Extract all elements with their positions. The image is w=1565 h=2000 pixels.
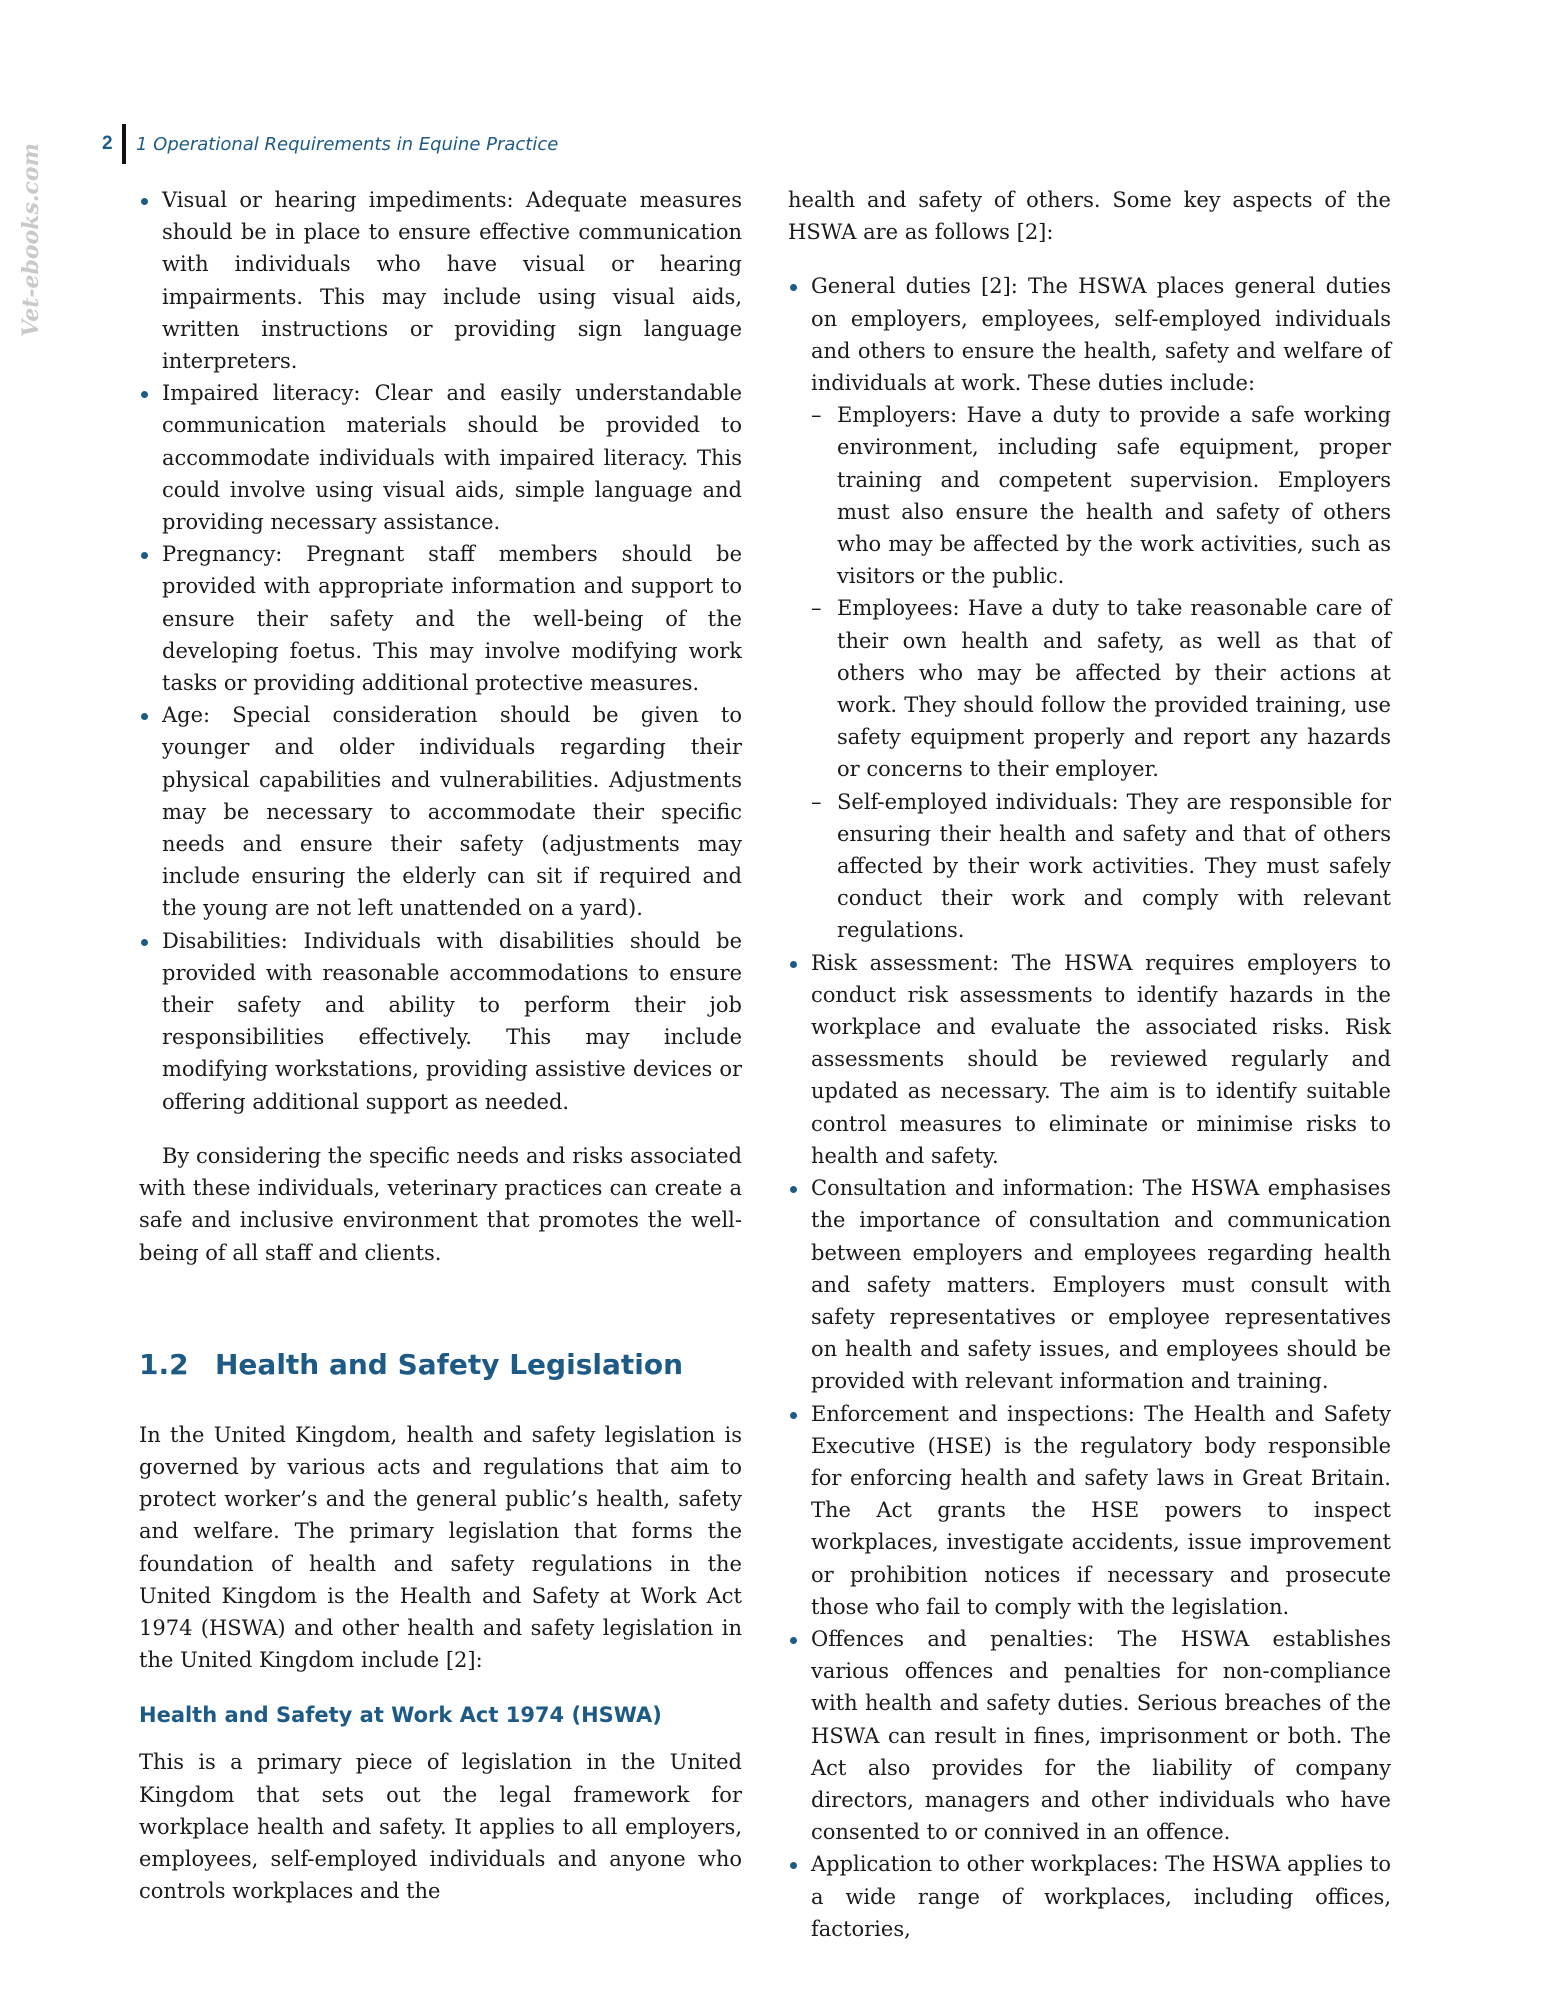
section-heading: [139, 1347, 742, 1383]
page-number: 2: [102, 133, 113, 154]
continuation-paragraph: health and safety of others. Some key aspects of the HSWA are as follows [2]:: [788, 188, 1391, 245]
sub-list-item: – Employees: Have a duty to take reasonable care of their own health and safety, as well as that of others who may be affected by their actions at work. They should follow the provided training, use safety equipment properly and report any hazards or concerns to their employer.: [811, 592, 1391, 785]
general-duties-text: General duties [2]: The HSWA places general duties on employers, employees, self-employed individuals and others to ensure the health, safety and welfare of individuals at work. These duties include:: [811, 274, 1391, 396]
list-item-general-duties: [788, 270, 1391, 946]
right-column: [788, 184, 1391, 1945]
list-item: Risk assessment: The HSWA requires employers to conduct risk assessments to identify hazards in the workplace and evaluate the associated risks. Risk assessments should be reviewed regularly and updated as necessary. The aim is to identify suitable control measures to eliminate or minimise risks to health and safety.: [788, 947, 1391, 1172]
sub-list-item: – Employers: Have a duty to provide a safe working environment, including safe equipment, proper training and competent supervision. Employers must also ensure the health and safety of others who may be affected by the work activities, such as visitors or the public.: [811, 399, 1391, 592]
watermark-text: Vet-ebooks.com: [18, 143, 44, 337]
list-item: Consultation and information: The HSWA emphasises the importance of consultation and communication between employers and employees regarding health and safety matters. Employers must consult with safety representatives or employee representatives on health and safety issues, and employees should be provided with relevant information and training.: [788, 1172, 1391, 1397]
summary-paragraph: By considering the specific needs and risks associated with these individuals, veterinary practices can create a safe and inclusive environment that promotes the well-being of all staff and clients.: [139, 1143, 742, 1265]
intro-paragraph: In the United Kingdom, health and safety legislation is governed by various acts and regulations that aim to protect worker’s and the general public’s health, safety and welfare. The primary legislation that forms the foundation of health and safety regulations in the United Kingdom is the Health and Safety at Work Act 1974 (HSWA) and other health and safety legislation in the United Kingdom include [2]:: [139, 1422, 742, 1673]
list-item: Pregnancy: Pregnant staff members should be provided with appropriate information and support to ensure their safety and the well-being of the developing foetus. This may involve modifying work tasks or providing additional protective measures.: [139, 538, 742, 699]
left-column: [139, 184, 742, 1907]
list-item: Disabilities: Individuals with disabilities should be provided with reasonable accommodations to ensure their safety and ability to perform their job responsibilities effectively. This may include modifying workstations, providing assistive devices or offering additional support as needed.: [139, 925, 742, 1118]
list-item: Age: Special consideration should be given to younger and older individuals regarding their physical capabilities and vulnerabilities. Adjustments may be necessary to accommodate their specific needs and ensure their safety (adjustments may include ensuring the elderly can sit if required and the young are not left unattended on a yard).: [139, 699, 742, 924]
section-title: Health and Safety Legislation: [215, 1347, 684, 1381]
duties-sub-list: [811, 399, 1391, 946]
header-rule: [122, 124, 126, 164]
list-item: Offences and penalties: The HSWA establishes various offences and penalties for non-compliance with health and safety duties. Serious breaches of the HSWA can result in fines, imprisonment or both. The Act also provides for the liability of company directors, managers and other individuals who have consented to or connived in an offence.: [788, 1623, 1391, 1848]
running-head: [102, 124, 558, 164]
sub-list-item: – Self-employed individuals: They are responsible for ensuring their health and safety and that of others affected by their work activities. They must safely conduct their work and comply with relevant regulations.: [811, 786, 1391, 947]
list-item: Application to other workplaces: The HSWA applies to a wide range of workplaces, including offices, factories,: [788, 1848, 1391, 1945]
chapter-title: 1 Operational Requirements in Equine Practice: [136, 133, 559, 155]
list-item: Impaired literacy: Clear and easily understandable communication materials should be provided to accommodate individuals with impaired literacy. This could involve using visual aids, simple language and providing necessary assistance.: [139, 377, 742, 538]
section-number: 1.2: [139, 1347, 189, 1381]
list-item: Enforcement and inspections: The Health and Safety Executive (HSE) is the regulatory body responsible for enforcing health and safety laws in Great Britain. The Act grants the HSE powers to inspect workplaces, investigate accidents, issue improvement or prohibition notices if necessary and prosecute those who fail to comply with the legislation.: [788, 1398, 1391, 1623]
list-item: Visual or hearing impediments: Adequate measures should be in place to ensure effective communication with individuals who have visual or hearing impairments. This may include using visual aids, written instructions or providing sign language interpreters.: [139, 184, 742, 377]
needs-bullet-list: [139, 184, 742, 1118]
watermark: [8, 143, 54, 337]
hswa-aspects-list: [788, 270, 1391, 1945]
subheading-hswa: Health and Safety at Work Act 1974 (HSWA): [139, 1703, 662, 1728]
hswa-paragraph: This is a primary piece of legislation in the United Kingdom that sets out the legal framework for workplace health and safety. It applies to all employers, employees, self-employed individuals and anyone who controls workplaces and the: [139, 1750, 742, 1904]
